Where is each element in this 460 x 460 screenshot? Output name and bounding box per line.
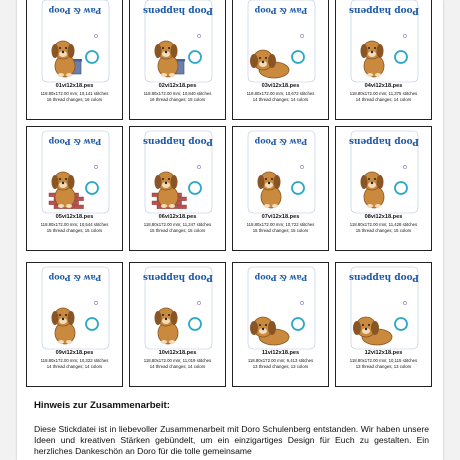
design-filename: 11vi12x18.pes <box>261 350 300 356</box>
design-dimensions: 118.80x172.00 mm; 10,672 stitches <box>246 91 315 96</box>
collaboration-note <box>34 400 429 457</box>
dog-ear <box>377 175 384 189</box>
design-thread-info: 14 thread changes; 14 colors <box>252 97 309 102</box>
design-filename: 01vi12x18.pes <box>55 83 94 89</box>
dog-paw <box>367 204 373 208</box>
dog-ear <box>52 311 59 325</box>
note-text: Diese Stickdatei ist in liebevoller Zusammenarbeit mit Doro Schulenberg entstanden. Wir haben unsere Ideen und kreativen Stärken gebündelt, um ein einzigartiges Design für Euch zu gestalten. Ein herzliches Dankeschön an Doro für die tolle gemeinsame <box>34 424 429 456</box>
design-dimensions: 118.80x172.00 mm; 10,141 stitches <box>40 91 109 96</box>
brick <box>74 205 84 209</box>
dog-ear <box>377 44 384 58</box>
dog-paw <box>161 340 167 344</box>
design-thread-info: 16 thread changes; 15 colors <box>149 97 206 102</box>
design-title-text: Poop happens <box>142 5 214 15</box>
dog-paw <box>66 73 72 77</box>
design-dimensions: 118.80x172.00 mm; 11,428 stitches <box>349 222 418 227</box>
dog-nose <box>268 182 270 184</box>
dog-eye <box>59 47 61 49</box>
design-preview <box>336 127 433 215</box>
dog-eye <box>374 47 376 49</box>
dog-nose <box>165 318 167 320</box>
design-thread-info: 15 thread changes; 15 colors <box>149 228 206 233</box>
design-preview <box>130 263 227 351</box>
dog-eye <box>265 324 267 326</box>
dog-eye <box>368 324 370 326</box>
design-filename: 12vi12x18.pes <box>364 350 403 356</box>
dog-eye <box>59 178 61 180</box>
design-card[interactable] <box>26 262 123 387</box>
dog-paw <box>375 204 381 208</box>
design-filename: 07vi12x18.pes <box>261 214 300 220</box>
dog-nose <box>262 61 264 63</box>
dog-ear <box>361 175 368 189</box>
design-dimensions: 118.80x172.00 mm; 10,840 stitches <box>143 91 212 96</box>
design-preview <box>27 263 124 351</box>
dog-eye <box>65 314 67 316</box>
dog-eye <box>168 47 170 49</box>
document-page <box>17 0 443 460</box>
dog-paw <box>66 204 72 208</box>
dog-eye <box>65 178 67 180</box>
dog-ear <box>68 175 75 189</box>
dog-eye <box>259 324 261 326</box>
dog-eye <box>162 47 164 49</box>
design-title-text: Poop happens <box>142 272 214 282</box>
dog-eye <box>265 57 267 59</box>
design-thread-info: 15 thread changes; 15 colors <box>355 228 412 233</box>
design-card[interactable] <box>335 0 432 120</box>
dog-ear <box>155 175 162 189</box>
design-preview <box>27 127 124 215</box>
dog-paw <box>367 73 373 77</box>
design-preview <box>27 0 124 84</box>
dog-eye <box>265 178 267 180</box>
dog-eye <box>368 47 370 49</box>
dog-paw <box>66 340 72 344</box>
design-card[interactable] <box>129 0 226 120</box>
note-heading: Hinweis zur Zusammenarbeit: <box>34 400 170 411</box>
design-dimensions: 118.80x172.00 mm; 11,019 stitches <box>143 358 212 363</box>
design-title-text: Paw & Poop <box>48 6 102 16</box>
dog-nose <box>62 51 64 53</box>
design-dimensions: 118.80x172.00 mm; 10,115 stitches <box>349 358 418 363</box>
dog-ear <box>171 44 178 58</box>
design-dimensions: 118.80x172.00 mm; 10,322 stitches <box>40 358 109 363</box>
dog-eye <box>65 47 67 49</box>
dog-paw <box>58 204 64 208</box>
dog-ear <box>353 321 361 335</box>
design-title-text: Poop happens <box>142 136 214 146</box>
dog-paw <box>161 204 167 208</box>
dog-eye <box>368 178 370 180</box>
design-filename: 05vi12x18.pes <box>55 214 94 220</box>
design-filename: 09vi12x18.pes <box>55 350 94 356</box>
design-title-text: Poop happens <box>348 272 420 282</box>
design-thread-info: 13 thread changes; 13 colors <box>252 364 309 369</box>
dog-paw <box>264 204 270 208</box>
brick <box>74 197 84 201</box>
dog-ear <box>274 175 281 189</box>
design-card[interactable] <box>26 0 123 120</box>
design-dimensions: 118.80x172.00 mm; 11,247 stitches <box>143 222 212 227</box>
design-thread-info: 15 thread changes; 15 colors <box>46 228 103 233</box>
design-thread-info: 15 thread changes; 15 colors <box>252 228 309 233</box>
design-card[interactable] <box>26 126 123 251</box>
design-card[interactable] <box>335 262 432 387</box>
design-preview <box>233 0 330 84</box>
brick <box>177 197 187 201</box>
dog-nose <box>165 51 167 53</box>
design-thread-info: 16 thread changes; 16 colors <box>46 97 103 102</box>
dog-ear <box>171 175 178 189</box>
design-dimensions: 118.80x172.00 mm; 10,722 stitches <box>246 222 315 227</box>
dog-paw <box>169 204 175 208</box>
design-card[interactable] <box>232 0 329 120</box>
design-title-text: Paw & Poop <box>254 137 308 147</box>
design-thread-info: 14 thread changes; 14 colors <box>355 97 412 102</box>
design-title-text: Poop happens <box>348 5 420 15</box>
dog-paw <box>169 73 175 77</box>
design-dimensions: 118.80x172.00 mm; 11,375 stitches <box>349 91 418 96</box>
design-title-text: Poop happens <box>348 136 420 146</box>
dog-ear <box>68 311 75 325</box>
dog-nose <box>365 328 367 330</box>
design-filename: 10vi12x18.pes <box>158 350 197 356</box>
design-preview <box>130 0 227 84</box>
dog-ear <box>155 311 162 325</box>
brick <box>177 205 187 209</box>
dog-eye <box>259 57 261 59</box>
design-title-text: Paw & Poop <box>254 6 308 16</box>
dog-eye <box>162 314 164 316</box>
dog-eye <box>374 178 376 180</box>
dog-ear <box>250 321 258 335</box>
dog-eye <box>168 314 170 316</box>
design-filename: 04vi12x18.pes <box>364 83 403 89</box>
dog-paw <box>375 73 381 77</box>
design-thread-info: 14 thread changes; 14 colors <box>149 364 206 369</box>
design-preview <box>233 263 330 351</box>
design-dimensions: 118.80x172.00 mm; 9,413 stitches <box>247 358 314 363</box>
dog-ear <box>155 44 162 58</box>
dog-ear <box>68 44 75 58</box>
dog-paw <box>58 340 64 344</box>
design-filename: 03vi12x18.pes <box>261 83 300 89</box>
dog-nose <box>262 328 264 330</box>
dog-ear <box>52 44 59 58</box>
design-card[interactable] <box>335 126 432 251</box>
dog-nose <box>371 182 373 184</box>
dog-ear <box>258 175 265 189</box>
dog-ear <box>171 311 178 325</box>
dog-eye <box>162 178 164 180</box>
dog-paw <box>58 73 64 77</box>
dog-ear <box>361 44 368 58</box>
dog-eye <box>168 178 170 180</box>
design-title-text: Paw & Poop <box>254 273 308 283</box>
design-thread-info: 13 thread changes; 13 colors <box>355 364 412 369</box>
dog-paw <box>272 204 278 208</box>
dog-eye <box>59 314 61 316</box>
design-preview <box>336 0 433 84</box>
design-title-text: Paw & Poop <box>48 137 102 147</box>
design-filename: 06vi12x18.pes <box>158 214 197 220</box>
design-card[interactable] <box>129 126 226 251</box>
design-filename: 08vi12x18.pes <box>364 214 403 220</box>
dog-eye <box>271 178 273 180</box>
dog-paw <box>161 73 167 77</box>
dog-ear <box>250 54 258 68</box>
dog-nose <box>62 318 64 320</box>
design-thread-info: 14 thread changes; 14 colors <box>46 364 103 369</box>
design-preview <box>233 127 330 215</box>
dog-nose <box>62 182 64 184</box>
design-filename: 02vi12x18.pes <box>158 83 197 89</box>
design-card[interactable] <box>232 126 329 251</box>
design-card[interactable] <box>232 262 329 387</box>
dog-ear <box>268 321 276 335</box>
dog-nose <box>165 182 167 184</box>
design-title-text: Paw & Poop <box>48 273 102 283</box>
dog-eye <box>362 324 364 326</box>
dog-ear <box>52 175 59 189</box>
design-card[interactable] <box>129 262 226 387</box>
dog-nose <box>371 51 373 53</box>
design-preview <box>130 127 227 215</box>
design-dimensions: 118.80x172.00 mm; 10,544 stitches <box>40 222 109 227</box>
dog-ear <box>268 54 276 68</box>
dog-ear <box>371 321 379 335</box>
design-preview <box>336 263 433 351</box>
dog-paw <box>169 340 175 344</box>
